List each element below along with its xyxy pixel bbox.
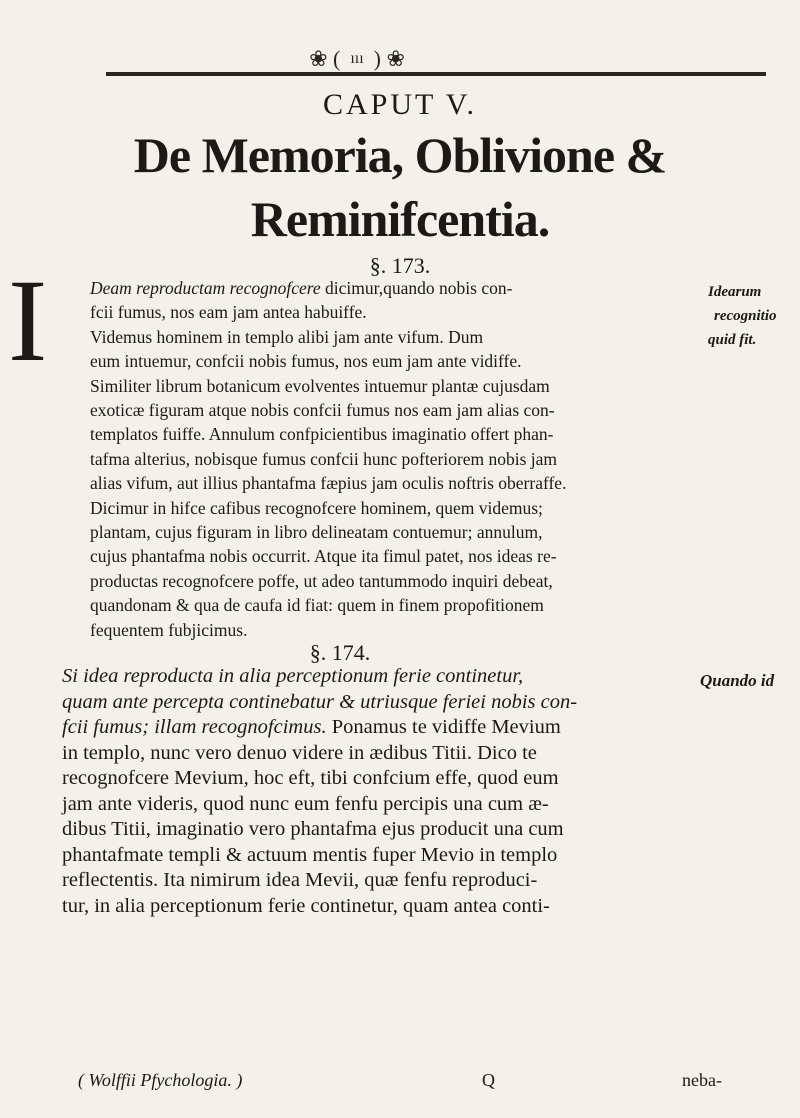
para174-line bbox=[62, 843, 722, 869]
margin-note-recognitio: recognitio bbox=[714, 308, 777, 324]
section-173-heading: §. 173. bbox=[369, 253, 431, 278]
para174-line bbox=[62, 792, 722, 818]
header-ornament bbox=[222, 48, 492, 70]
para173-line bbox=[90, 349, 710, 373]
page-footer bbox=[62, 1070, 722, 1096]
para173-line bbox=[90, 544, 710, 568]
para173-roman-run: Dicimur in hifce cafibus recognofcere hominem, quem videmus; bbox=[90, 497, 543, 518]
para173-roman-run: plantam, cujus figuram in libro delineatam contuemur; annulum, bbox=[90, 522, 543, 543]
para173-line bbox=[90, 276, 710, 300]
para173-line bbox=[90, 422, 710, 446]
para173-line bbox=[90, 520, 710, 544]
signature-mark: Q bbox=[482, 1070, 495, 1090]
margin-note-quid-fit: quid fit. bbox=[708, 332, 757, 348]
para173-roman-run: Similiter librum botanicum evolventes intuemur plantæ cujusdam bbox=[90, 375, 550, 396]
para173-roman-run: fequentem fubjicimus. bbox=[90, 619, 248, 640]
para174-line bbox=[62, 690, 722, 716]
paragraph-173 bbox=[90, 276, 710, 642]
chapter-heading: CAPUT V. bbox=[322, 88, 478, 121]
para174-roman-run: Ponamus te vidiffe Mevium bbox=[326, 716, 561, 738]
para173-roman-run: templatos fuiffe. Annulum confpicientibus imaginatio offert phan- bbox=[90, 424, 554, 445]
para174-italic-run: Si idea reproducta in alia perceptionum ferie continetur, bbox=[62, 665, 524, 687]
ornament-right: ) ❀ bbox=[373, 46, 405, 71]
para173-line bbox=[90, 374, 710, 398]
section-174-heading: §. 174. bbox=[309, 640, 371, 665]
para174-roman-run: reflectentis. Ita nimirum idea Mevii, quæ fenfu reproduci- bbox=[62, 869, 538, 891]
para174-roman-run: jam ante videris, quod nunc eum fenfu percipis una cum æ- bbox=[62, 792, 549, 815]
margin-note-idearum: Idearum bbox=[708, 284, 762, 300]
para173-roman-run: alias vifum, aut illius phantafma fæpius jam oculis noftris oberraffe. bbox=[90, 473, 567, 494]
header-rule bbox=[106, 72, 766, 76]
para174-roman-run: phantafmate templi & actuum mentis fuper Mevio in templo bbox=[62, 843, 558, 866]
para174-roman-run: in templo, nunc vero denuo videre in ædibus Titii. Dico te bbox=[62, 741, 537, 764]
para174-line bbox=[62, 817, 722, 843]
chapter-title-line2: Reminifcentia. bbox=[250, 191, 550, 247]
para173-line bbox=[90, 398, 710, 422]
para173-roman-run: cujus phantafma nobis occurrit. Atque ita fimul patet, nos ideas re- bbox=[90, 546, 557, 567]
para174-line bbox=[62, 741, 722, 767]
para174-roman-run: recognofcere Mevium, hoc eft, tibi confcium effe, quod eum bbox=[62, 767, 559, 789]
paragraph-174 bbox=[62, 664, 722, 919]
chapter-title-line1: De Memoria, Oblivione & bbox=[133, 127, 667, 183]
para173-line bbox=[90, 593, 710, 617]
para173-roman-run: quandonam & qua de caufa id fiat: quem in finem propofitionem bbox=[90, 595, 544, 616]
para174-italic-run: fcii fumus; illam recognofcimus. bbox=[62, 716, 327, 738]
para173-line bbox=[90, 325, 710, 349]
para174-line bbox=[62, 868, 722, 894]
footer-source: ( Wolffii Pfychologia. ) bbox=[78, 1070, 243, 1090]
para173-line bbox=[90, 618, 710, 642]
para174-line bbox=[62, 894, 722, 920]
para174-line bbox=[62, 664, 722, 690]
catchword: neba- bbox=[682, 1070, 722, 1090]
para174-line bbox=[62, 715, 722, 741]
ornament-left: ❀ ( bbox=[309, 46, 341, 71]
para173-roman-run: exoticæ figuram atque nobis confcii fumus nos eam jam alias con- bbox=[90, 400, 555, 421]
para173-line bbox=[90, 447, 710, 471]
para173-line bbox=[90, 300, 710, 324]
para173-line bbox=[90, 471, 710, 495]
para173-italic-run: Deam reproductam recognofcere bbox=[90, 278, 321, 298]
para173-line bbox=[90, 569, 710, 593]
para173-roman-run: Videmus hominem in templo alibi jam ante vifum. Dum bbox=[90, 326, 484, 347]
margin-note-quando-id: Quando id bbox=[700, 671, 775, 690]
para173-roman-run: eum intuemur, confcii nobis fumus, nos eum jam ante vidiffe. bbox=[90, 351, 522, 372]
para174-roman-run: dibus Titii, imaginatio vero phantafma ejus producit una cum bbox=[62, 818, 564, 840]
para173-roman-run: fcii fumus, nos eam jam antea habuiffe. bbox=[90, 302, 367, 323]
para173-roman-run: tafma alterius, nobisque fumus confcii hunc pofteriorem nobis jam bbox=[90, 448, 558, 469]
para174-line bbox=[62, 766, 722, 792]
para174-roman-run: tur, in alia perceptionum ferie continetur, quam antea conti- bbox=[62, 894, 550, 917]
para173-line bbox=[90, 496, 710, 520]
page-number: ııı bbox=[350, 50, 364, 67]
para173-roman-run: productas recognofcere poffe, ut adeo tantummodo inquiri debeat, bbox=[90, 570, 553, 591]
para173-roman-run: dicimur,quando nobis con- bbox=[320, 278, 513, 298]
drop-cap-initial: I bbox=[8, 255, 48, 386]
para174-italic-run: quam ante percepta continebatur & utriusque feriei nobis con- bbox=[62, 690, 578, 713]
